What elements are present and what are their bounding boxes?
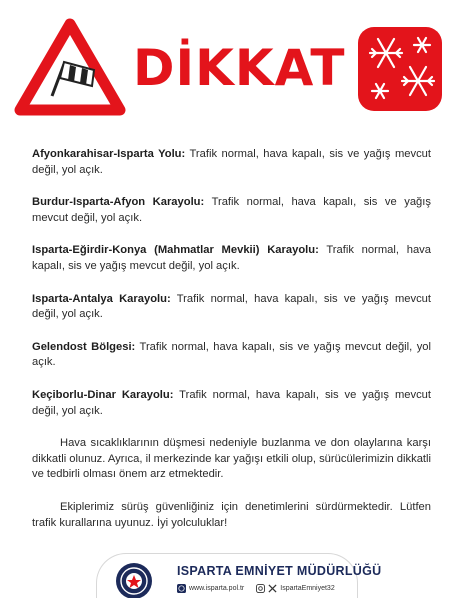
globe-icon <box>177 584 186 593</box>
snowflake-icon <box>358 27 442 111</box>
road-status-1: Burdur-Isparta-Afyon Karayolu: Trafik normal, hava kapalı, sis ve yağış mevcut değil, yol açık. <box>32 196 431 224</box>
announcement-body <box>32 147 431 548</box>
website-link[interactable]: www.isparta.pol.tr <box>189 585 245 592</box>
police-badge-icon <box>115 562 153 598</box>
footer-links <box>177 584 335 593</box>
social-handle[interactable]: IspartaEmniyet32 <box>280 585 335 592</box>
road-status-2: Isparta-Eğirdir-Konya (Mahmatlar Mevkii) Karayolu: Trafik normal, hava kapalı, sis ve yağış mevcut değil, yol açık. <box>32 244 431 272</box>
road-status-4: Gelendost Bölgesi: Trafik normal, hava kapalı, sis ve yağış mevcut değil, yol açık. <box>32 340 431 369</box>
windsock-warning-icon <box>14 18 126 118</box>
road-status-5: Keçiborlu-Dinar Karayolu: Trafik normal, hava kapalı, sis ve yağış mevcut değil, yol açık. <box>32 388 431 417</box>
road-status-0: Afyonkarahisar-Isparta Yolu: Trafik normal, hava kapalı, sis ve yağış mevcut değil, yol açık. <box>32 148 432 176</box>
footer <box>96 553 382 598</box>
road-status-3: Isparta-Antalya Karayolu: Trafik normal, hava kapalı, sis ve yağış mevcut değil, yol açık. <box>32 292 431 321</box>
organization-name: ISPARTA EMNİYET MÜDÜRLÜĞÜ <box>177 564 382 578</box>
page-title: DİKKAT <box>133 39 346 97</box>
weather-warning-note: Hava sıcaklıklarının düşmesi nedeniyle buzlanma ve don olaylarına karşı dikkatli olunuz. Ayrıca, il merkezinde kar yağışı etkili olup, sürücülerimizin dikkatli ve tedbirli olması önem arz etmektedir. <box>32 437 431 481</box>
instagram-icon <box>256 584 265 593</box>
header <box>0 0 451 130</box>
x-icon <box>268 584 277 593</box>
closing-note: Ekiplerimiz sürüş güvenliğiniz için denetimlerini sürdürmektedir. Lütfen trafik kurallarına uyunuz. İyi yolculuklar! <box>32 500 431 529</box>
